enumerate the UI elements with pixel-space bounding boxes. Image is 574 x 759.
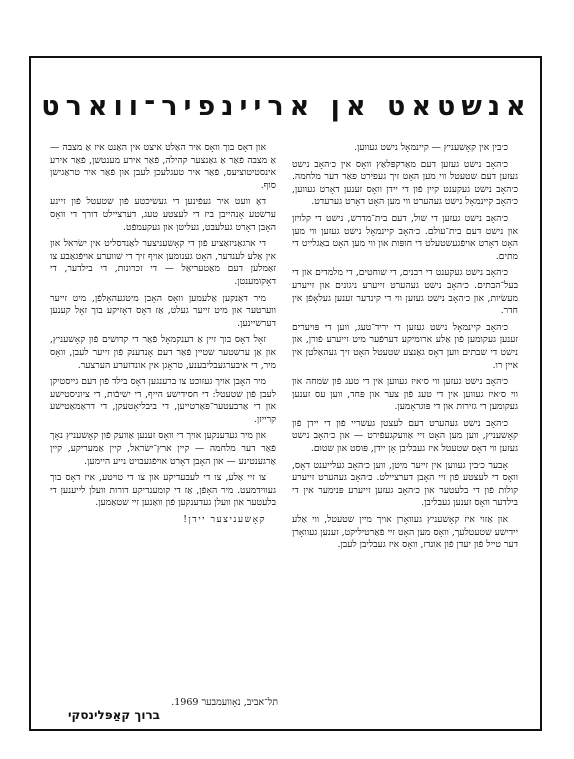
paragraph: כ׳בין אין קאָשעניץ — קיינמאָל נישט געווען.	[354, 142, 508, 153]
paragraph: דאָ וועט איר געפֿינען די געשיכטע פֿון שטעטל פֿון זיינע ערשטע אָנהייבן ביז די לעצטע טעג, דערציילט דורך די וואָס האָבן דאָרט געלעבט, געליטן און געקעמפֿט.	[50, 196, 276, 233]
paragraph: מיר האָבן אויך געזוכט צו ברענגען דאָס בילד פֿון דעם גייסטיקן לעבן פֿון שטעטל: די חסידישע הייף, די ישיבֿות, די ציוניסטישע און די אַרבעטער־פּאַרטייען, די ביבליאָטעקן, די דראַמאַטישע קרייזן.	[50, 376, 276, 425]
paragraph: די ארגאַניזאַציע פֿון די קאָשעניצער לאַנדסליט אין ישׂראל און אין אַלע לענדער, האָט גענומען אויף זיך די שווערע אויפֿגאַבע צו זאַמלען דעם מאַטעריאַל — די זכרונות, די בילדער, די דאָקומענטן.	[50, 238, 276, 287]
paragraph: כ׳האָב קיינמאָל נישט געזען די יריד־טעג, ווען די פּויערים זענען געקומען פֿון אַלע ארומיקע דערפֿער מיט זייערע פֿורן, און נישט די שבתים ווען דאָס גאַנצע שטעטל האָט זיך געהאַלטן אין איין רו.	[292, 321, 518, 371]
dateline: תל־אביב, נאָוועמבער 1969.	[171, 697, 278, 708]
text-column-right	[292, 142, 518, 712]
author-signature: ברוך קאַפּלינסקי	[68, 708, 160, 722]
paragraph: און דאָס בוך וואָס איר האַלט איצט אין האַנט איז אַ מצבה — אַ מצבה פֿאַר אַ גאַנצער קהילה, פֿאַר אירע מענטשן, פֿאַר אירע אינסטיטוציעס, פֿאַר איר טעגלעכן לעבן און פֿאַר איר טראַגישן סוף.	[50, 142, 276, 191]
paragraph: אָבער כ׳בין געווען אין זייער מיטן, ווען כ׳האָב געלייענט דאָס, וואָס די לעצטע פֿון זיי האָבן דערציילט. כ׳האָב געהערט זייערע קולות פֿון די בלעטער און כ׳האָב געזען זייערע פּנימער אין די בילדער וואָס זענען געבליבן.	[292, 459, 518, 509]
paragraph: כ׳האָב נישט געהערט דעם לעצטן געשריי פֿון די יידן פֿון קאָשעניץ, ווען מען האָט זיי אַוועקגעפֿירט — און כ׳האָב נישט געזען ווי דאָס שטעטל איז געבליבן אָן יידן, פּוסט און שטום.	[292, 417, 518, 455]
paragraph: זאָל דאָס בוך זיין אַ דענקמאָל פֿאַר די קדושים פֿון קאָשעניץ, און אַן ערשטער שטיין פֿאַר דעם אָנדענק פֿון זייער לעבן, וואָס מיר, די איבערגעבליבענע, טראָגן אין אונדזערע הערצער.	[50, 334, 276, 371]
paragraph: כ׳האָב נישט געזען די שול, דעם בית־מדרש, נישט די קלויזן און נישט דעם בית־עולם. כ׳האָב קיינמאָל נישט געזען ווי מען האָט דאָרט אויפֿגעשטעלט די חופּות און ווי מען האָט באַגלייט די מתים.	[292, 212, 518, 262]
paragraph: און אַזוי איז קאָשעניץ געוואָרן אויך מיין שטעטל, ווי אַלע יידישע שטעטלעך, וואָס מען האָט זיי פֿאַרטיליקט, זענען געוואָרן דער טייל פֿון יעדן פֿון אונדז, וואָס איז געבליבן לעבן.	[292, 514, 518, 551]
paragraph-closing-call: קאָשעניצער יידן!	[183, 514, 266, 526]
paragraph: כ׳האָב נישט געזען דעם מאַרקפּלאַץ וואָס אין כ׳האָב נישט געזען דעם שטעטל ווי מען האָט זיך געפירט פאַר דער מלחמה. כ׳האָב נישט געקענט קיין פֿון די יידן וואָס זענען דאָרט געווען, כ׳האָב קיינמאָל נישט געהערט ווי מען האָט דאָרט גערעדט.	[292, 158, 518, 208]
paragraph: און מיר געדענקען אויך די וואָס זענען אַוועק פֿון קאָשעניץ נאָך פֿאַר דער מלחמה — קיין ארץ־ישׂראל, קיין אַמעריקע, קיין אַרגענטינע — און האָבן דאָרט אויפֿגעבויט נייע היימען.	[50, 430, 276, 467]
paragraph: צו זיי אַלע, צו די לעבעדיקע און צו די טויטע, איז דאָס בוך געווידמעט. מיר האָפֿן, אַז די קומענדיקע דורות וועלן לייענען די בלעטער און וועלן געדענקען פֿון וואַנען זיי שטאַמען.	[50, 472, 276, 509]
article-headline: אנשטאט אן אריינפיר־ווארט	[41, 91, 532, 122]
paragraph: כ׳האָב נישט געקענט די רבנים, די שוחטים, די מלמדים און די בעל־הבתים. כ׳האָב נישט געהערט זייערע ניגונים און זייערע מעשׂיות, און כ׳האָב נישט געזען ווי די קינדער זענען געלאָפֿן אין חדר.	[292, 267, 518, 317]
text-column-left	[50, 142, 276, 662]
paragraph: כ׳האָב נישט געזען ווי ס׳איז געווען אין די טעג פֿון שׂמחה און ווי ס׳איז געווען אין די טעג פֿון צער און פּחד, ווען עס זענען געקומען די גזירות און די פּוגראָמען.	[292, 376, 518, 413]
paragraph: מיר דאַנקען אַלעמען וואָס האָבן מיטגעהאָלפֿן, מיט זייער ווערטער און מיט זייער געלט, אַז דאָס דאָזיקע בוך זאָל קענען דערשיינען.	[50, 292, 276, 329]
